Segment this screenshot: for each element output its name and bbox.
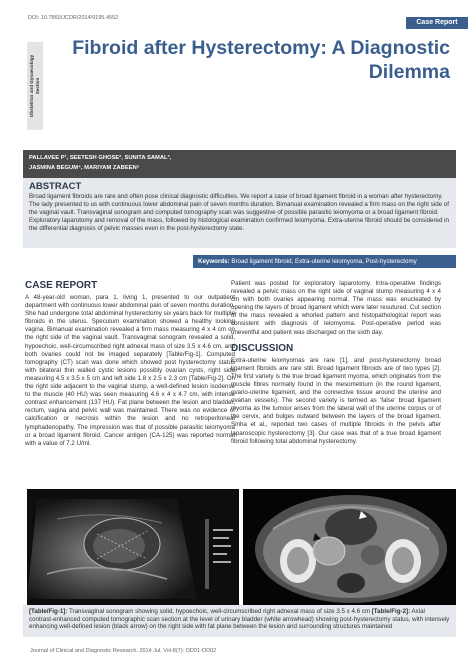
abstract-text: Broad ligament fibroids are rare and often pose clinical diagnostic difficulties. We report a case of broad ligament fibroid in a woman after hysterectomy. The lady presented to us with continuous lower abdominal pain of seven months duration. Bimanual examination revealed a firm mass on the right side of the vaginal vault. Transvaginal sonogram and computed tomography scan was suggestive of possible parasitic leiomyoma or a broad ligament fibroid. Exploratory laparotomy and removal of the mass, followed by histological examination confirmed leiomyoma. Extra-uterine fibroid should be considered in the differential diagnosis of pelvic masses even in the post-hysterectomy state. — [29, 193, 449, 233]
abstract-heading: ABSTRACT — [29, 181, 82, 192]
discussion-text: Extra-uterine leiomyomas are rare [1], and post-hysterectomy broad ligament fibroids are rare still. Broad ligament fibroids are of two types [2]. The first variety is the true broad ligament myoma, which originates from the muscle fibres normally found in the mesometrium (in the round ligament, ovario-uterine ligament, and the connective tissue around the uterine and ovarian vessels). The second variety is termed as ‘false’ broad ligament myoma as the tumour arises from the lateral wall of the uterine corpus or of the cervix, and bulges outward between the layers of the broad ligament. Sinha et al., reported two cases of multiple fibroids in the pelvis after laparoscopic hysterectomy [3]. Our case was that of a true broad ligament fibroid following total abdominal hysterectomy. — [231, 356, 441, 445]
keywords-label: Keywords: — [198, 258, 230, 265]
ct-scan-graphic — [243, 489, 456, 605]
fig1-caption-label: [Table/Fig-1]: — [29, 608, 68, 615]
doi-text: DOI: 10.7860/JCDR/2014/9195.4552 — [28, 15, 119, 21]
section-tag — [27, 42, 43, 130]
ultrasound-graphic — [27, 489, 239, 605]
journal-footer: Journal of Clinical and Diagnostic Research. 2014 Jul, Vol-8(7): OD01-OD02 — [30, 648, 217, 654]
article-title — [70, 36, 450, 84]
keywords-text: Broad ligament fibroid, Extra-uterine leiomyoma, Post-hysterectomy — [229, 258, 417, 265]
ultrasound-image — [27, 489, 239, 605]
case-report-heading: CASE REPORT — [25, 280, 98, 291]
abstract-box — [23, 178, 456, 248]
fig1-caption-text: Transvaginal sonogram showing solid, hypoechoic, well-circumscribed right adnexal mass of size 3.5 x 4.6 cm — [67, 608, 372, 615]
case-report-badge: Case Report — [406, 17, 468, 29]
keywords-bar — [193, 255, 456, 268]
left-column — [25, 280, 235, 448]
figure-caption — [23, 605, 456, 637]
section-tag-line1: Obstetrics and Gynaecology — [29, 54, 34, 118]
fig2-caption-label: [Table/Fig-2]: — [371, 608, 411, 615]
fig2-caption-text: Axial contrast-enhanced computed tomographic scan section at the level of urinary bladder (white arrowhead) showing post-hysterectomy status, with intensely enhancing well-defined lesion (black arrow) on the right side with fat plane between the lesion and surrounding structures maintained — [29, 608, 450, 631]
title-line1: Fibroid after Hysterectomy: A Diagnostic — [72, 37, 450, 59]
author-bar — [23, 150, 456, 178]
case-report-text: A 48-year-old woman, para 1, living 1, presented to our outpatient department with continuous lower abdominal pain of seven months duration. She had undergone total abdominal hysterectomy six years back for multiple fibroids in the uterus. Speculum examination showed a healthy looking vagina. Bimanual examination revealed a firm mass measuring 4 x 4 cm on the right side of the vaginal vault. Transvaginal sonogram revealed a solid, hypoechoic, well-circumscribed right adnexal mass of size 3.5 x 4.6 cm, and both ovaries could not be imaged separately [Table/Fig-1]. Computed tomography (CT) scan was done which showed post hysterectomy status with bilateral thin walled cystic lesions possibly ovarian cysts, right side measuring 4.5 x 3.5 x 5 cm and left side 1.8 x 2.5 x 2.3 cm [Table/Fig-2]. On the right side adjacent to the vaginal stump, a well-defined lesion isodense to the muscle (40 HU) was seen measuring 4.6 x 4 x 4.7 cm, with intense contrast enhancement (137 HU). Fat plane between the lesion and bladder, rectum, vagina and pelvic wall was maintained. There was no evidence of calcification or necrosis within the lesion and no retroperitoneal lymphadenopathy. The impression was that of possible parasitic leiomyoma or a broad ligament fibroid. Cancer antigen (CA-125) was reported normal with a value of 7.2 U/ml. — [25, 294, 235, 447]
section-tag-line2: Section — [35, 77, 40, 95]
section-tag-label — [29, 55, 41, 117]
discussion-heading: DISCUSSION — [231, 342, 294, 354]
authors-line1: PALLAVEE P¹, SEETESH GHOSE², SUNITA SAMAL³, — [29, 155, 172, 161]
authors-line2: JASMINA BEGUM⁴, MARIYAM ZABEEN⁵ — [29, 165, 140, 171]
case-continued-text: Patient was posted for exploratory laparotomy. Intra-operative findings revealed a pelvic mass on the right side of vaginal stump measuring 4 x 4 cm with both ovaries appearing normal. The mass was enucleated by opening the layers of broad ligament which were later resutured. Cut section of the mass revealed a whorled pattern and histopathological report was consistent with diagnosis of leiomyoma. Post-operative period was uneventful and patient was discharged on the sixth day. — [231, 280, 441, 336]
right-column — [231, 280, 441, 446]
title-line2: Dilemma — [368, 61, 450, 83]
ct-scan-image — [243, 489, 456, 605]
